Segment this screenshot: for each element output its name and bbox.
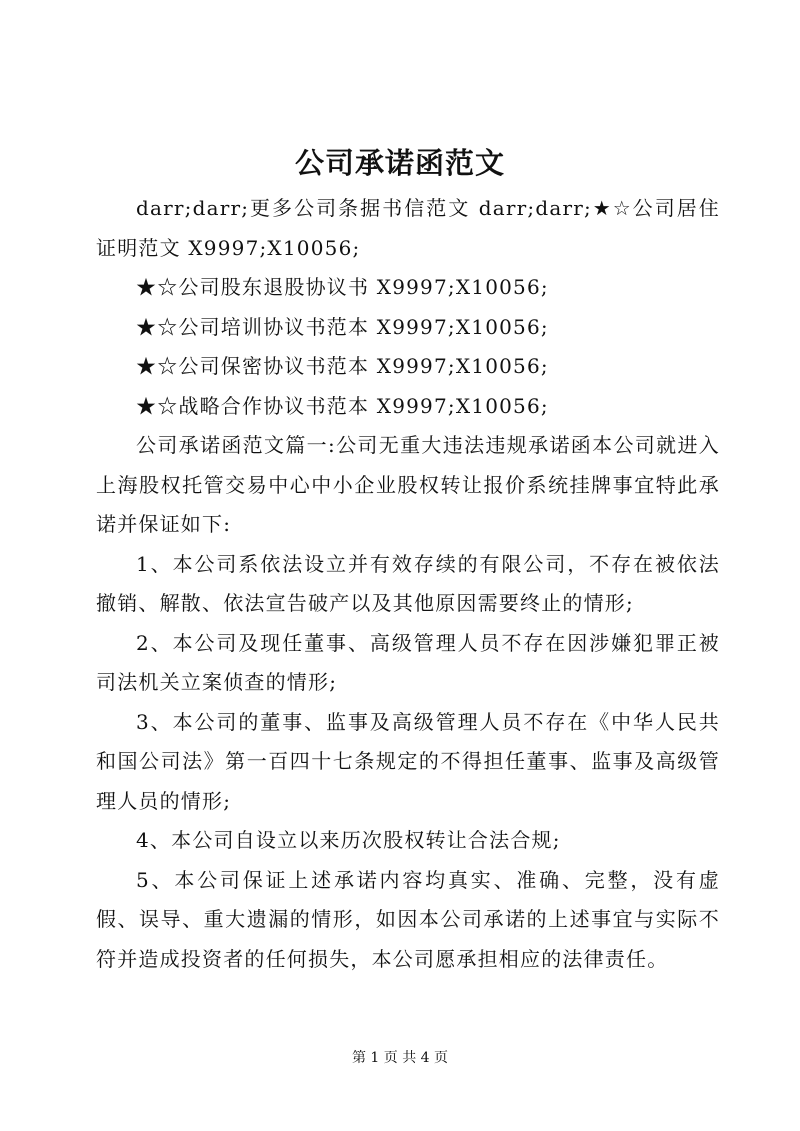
paragraph-link-training-agreement: ★☆公司培训协议书范本 X9997;X10056; xyxy=(136,314,549,339)
paragraph-related-links: darr;darr;更多公司条据书信范文 darr;darr;★☆公司居住证明范文 X9997;X10056; xyxy=(96,196,720,260)
paragraph-item-3: 3、本公司的董事、监事及高级管理人员不存在《中华人民共和国公司法》第一百四十七条规定的不得担任董事、监事及高级管理人员的情形; xyxy=(96,709,720,813)
document-body xyxy=(96,189,720,979)
paragraph-link-strategic-cooperation: ★☆战略合作协议书范本 X9997;X10056; xyxy=(136,393,549,418)
paragraph-link-shareholder-withdrawal: ★☆公司股东退股协议书 X9997;X10056; xyxy=(136,275,549,299)
page-footer: 第 1 页 共 4 页 xyxy=(351,1050,449,1066)
paragraph-item-5: 5、本公司保证上述承诺内容均真实、准确、完整，没有虚假、误导、重大遗漏的情形，如因本公司承诺的上述事宜与实际不符并造成投资者的任何损失，本公司愿承担相应的法律责任。 xyxy=(96,867,720,971)
paragraph-intro: 公司承诺函范文篇一:公司无重大违法违规承诺函本公司就进入上海股权托管交易中心中小企业股权转让报价系统挂牌事宜特此承诺并保证如下: xyxy=(96,433,720,536)
paragraph-item-2: 2、本公司及现任董事、高级管理人员不存在因涉嫌犯罪正被司法机关立案侦查的情形; xyxy=(96,630,720,694)
paragraph-item-4: 4、本公司自设立以来历次股权转让合法合规; xyxy=(136,828,561,852)
paragraph-link-confidentiality-agreement: ★☆公司保密协议书范本 X9997;X10056; xyxy=(136,354,549,378)
document-title: 公司承诺函范文 xyxy=(294,146,505,180)
paragraph-item-1: 1、本公司系依法设立并有效存续的有限公司，不存在被依法撤销、解散、依法宣告破产以及其他原因需要终止的情形; xyxy=(96,551,720,615)
